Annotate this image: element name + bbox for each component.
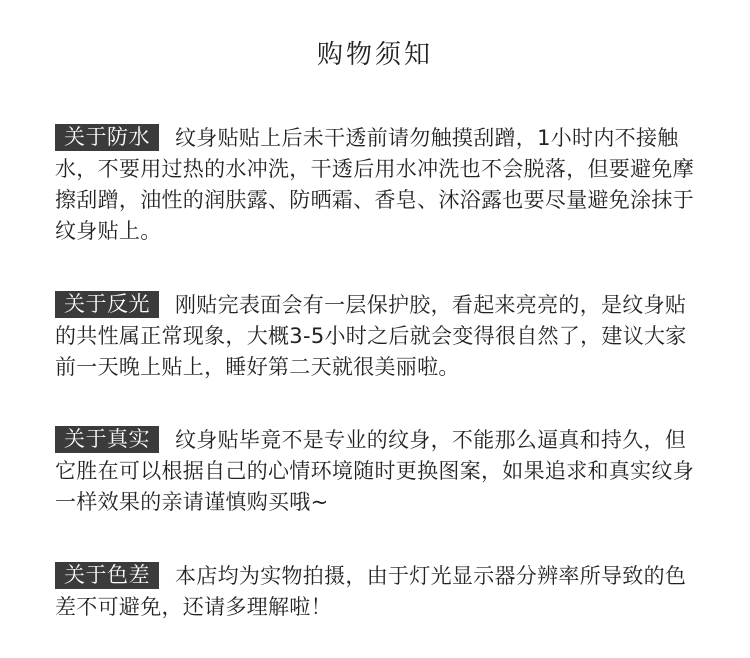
section-text: 纹身贴毕竟不是专业的纹身，不能那么逼真和持久，但它胜在可以根据自己的心情环境随时更换图案，如果追求和真实纹身一样效果的亲请谨慎购买哦~ [55,428,694,514]
section-text: 纹身贴贴上后未干透前请勿触摸刮蹭，1小时内不接触水，不要用过热的水冲洗，干透后用水冲洗也不会脱落，但要避免摩擦刮蹭，油性的润肤露、防晒霜、香皂、沐浴露也要尽量避免涂抹于纹身贴上。 [55,126,694,243]
section-text: 刚贴完表面会有一层保护胶，看起来亮亮的，是纹身贴的共性属正常现象，大概3-5小时之后就会变得很自然了，建议大家前一天晚上贴上，睡好第二天就很美丽啦。 [55,293,687,379]
section-realism [55,425,705,518]
section-text: 本店均为实物拍摄，由于灯光显示器分辨率所导致的色差不可避免，还请多理解啦！ [55,564,687,619]
section-tag: 关于真实 [55,426,159,453]
section-waterproof [55,123,705,247]
section-tag: 关于反光 [55,291,159,318]
section-tag: 关于防水 [55,124,159,151]
section-tag: 关于色差 [55,562,159,589]
page-title: 购物须知 [316,40,433,70]
section-color-difference [55,561,705,623]
section-reflection [55,290,705,383]
